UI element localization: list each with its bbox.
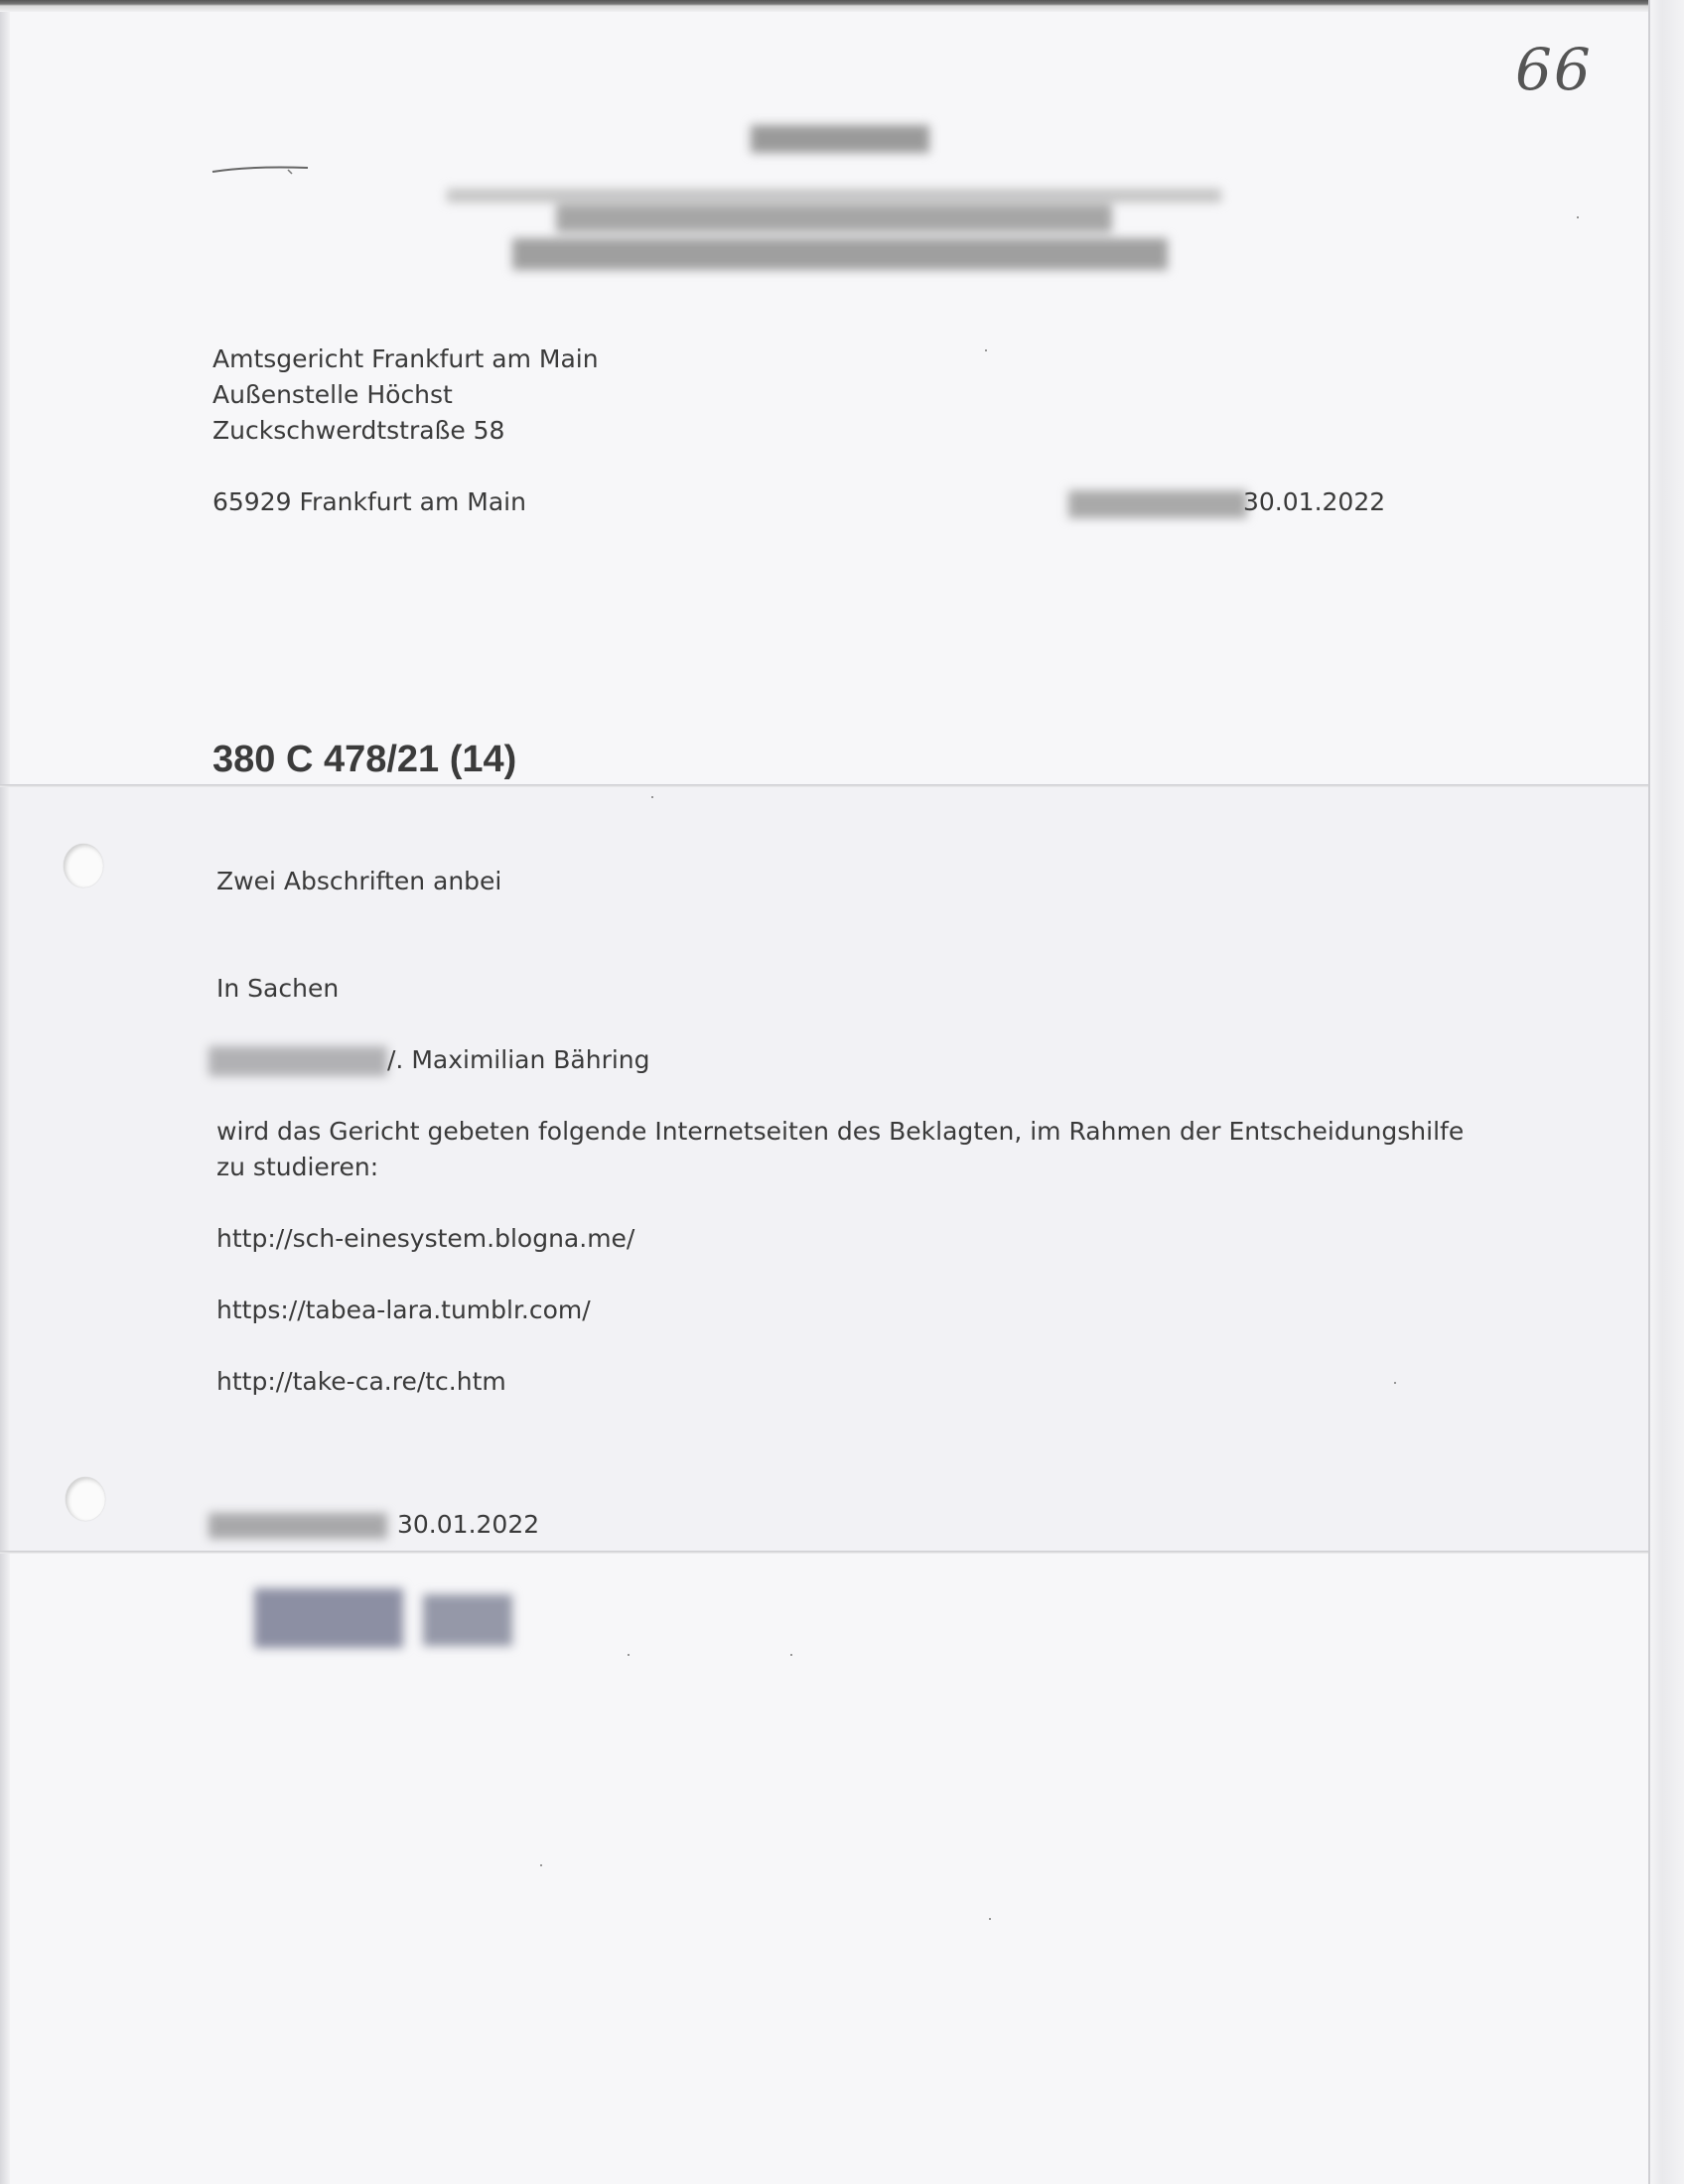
scan-speck [1394,1382,1396,1384]
redacted-place-header [1068,488,1247,520]
redacted-sender-letterhead [437,117,1251,276]
url-blogna: http://sch-einesystem.blogna.me/ [216,1224,635,1253]
redacted-place-signature [209,1511,387,1541]
fold-line-upper [0,784,1650,787]
enclosure-note: Zwei Abschriften anbei [216,867,502,895]
recipient-line-court: Amtsgericht Frankfurt am Main [212,344,599,373]
parties-line: /. Maximilian Bähring [387,1045,650,1074]
scan-speck [1577,216,1579,218]
scanner-top-edge [0,0,1684,12]
scan-speck [989,1918,991,1920]
signature-date: 30.01.2022 [397,1510,540,1539]
handwritten-page-number: 66 [1515,36,1593,103]
redacted-plaintiff-name [209,1044,387,1078]
paper-left-edge [0,0,10,2184]
header-date: 30.01.2022 [1243,487,1386,516]
in-sachen-label: In Sachen [216,974,340,1003]
recipient-line-street: Zuckschwerdtstraße 58 [212,416,505,445]
staple-mark [210,164,310,176]
case-number: 380 C 478/21 (14) [212,739,517,780]
punch-hole-upper [64,844,103,887]
request-paragraph: wird das Gericht gebeten folgende Internetseiten des Beklagten, im Rahmen der Entscheidungshilfe zu studieren: [216,1117,1465,1181]
scan-speck [985,349,987,351]
scan-speck [628,1654,630,1656]
recipient-line-branch: Außenstelle Höchst [212,380,453,409]
scan-speck [540,1864,542,1866]
recipient-address [212,341,599,449]
url-tumblr: https://tabea-lara.tumblr.com/ [216,1296,591,1324]
fold-line-lower [0,1551,1650,1554]
url-take-care: http://take-ca.re/tc.htm [216,1367,506,1396]
punch-hole-lower [66,1477,105,1521]
paper-right-edge [1648,0,1684,2184]
scan-speck [790,1654,792,1656]
recipient-city-line: 65929 Frankfurt am Main [212,487,526,516]
redacted-signature [254,1582,512,1654]
scan-speck [651,796,653,798]
